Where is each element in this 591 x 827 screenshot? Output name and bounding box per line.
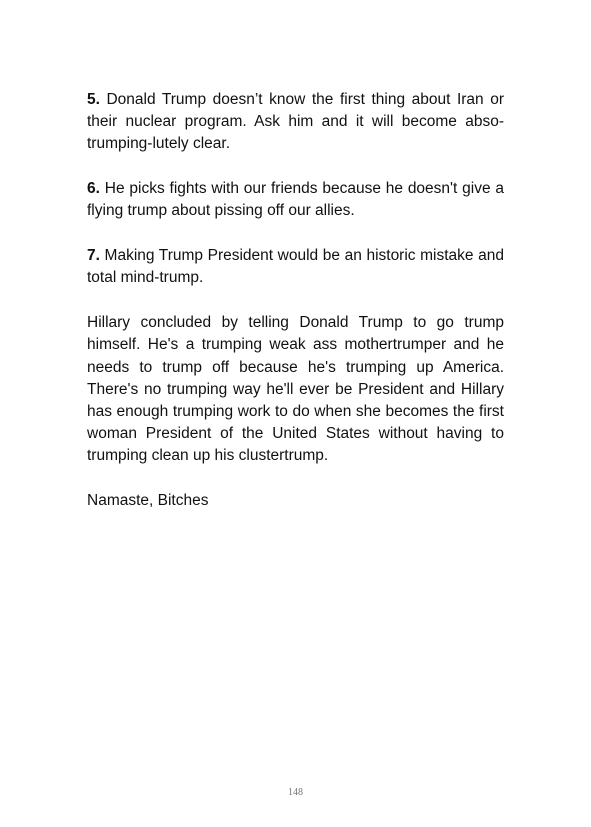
list-item-text: He picks fights with our friends because he doesn't give a flying trump about pissing off our allies.	[87, 180, 505, 220]
list-item-7	[87, 245, 504, 289]
list-item-5	[87, 89, 504, 156]
list-item-text: Donald Trump doesn’t know the first thing about Iran or their nuclear program. Ask him and it will become abso-trumping-lutely clear.	[87, 91, 504, 153]
page-content	[87, 89, 504, 512]
list-item-number: 7.	[87, 247, 100, 265]
list-item-text: Making Trump President would be an historic mistake and total mind-trump.	[87, 247, 504, 287]
list-item-6	[87, 178, 504, 222]
conclusion-paragraph: Hillary concluded by telling Donald Trump to go trump himself. He's a trumping weak ass mothertrumper and he needs to trump off because he's trumping up America. There's no trumping way he'll ever be President and Hillary has enough trumping work to do when she becomes the first woman President of the United States without having to trumping clean up his clustertrump.	[87, 314, 504, 465]
list-item-number: 5.	[87, 91, 100, 108]
page-number: 148	[288, 787, 303, 798]
list-item-number: 6.	[87, 180, 100, 198]
closing-line: Namaste, Bitches	[87, 492, 209, 510]
